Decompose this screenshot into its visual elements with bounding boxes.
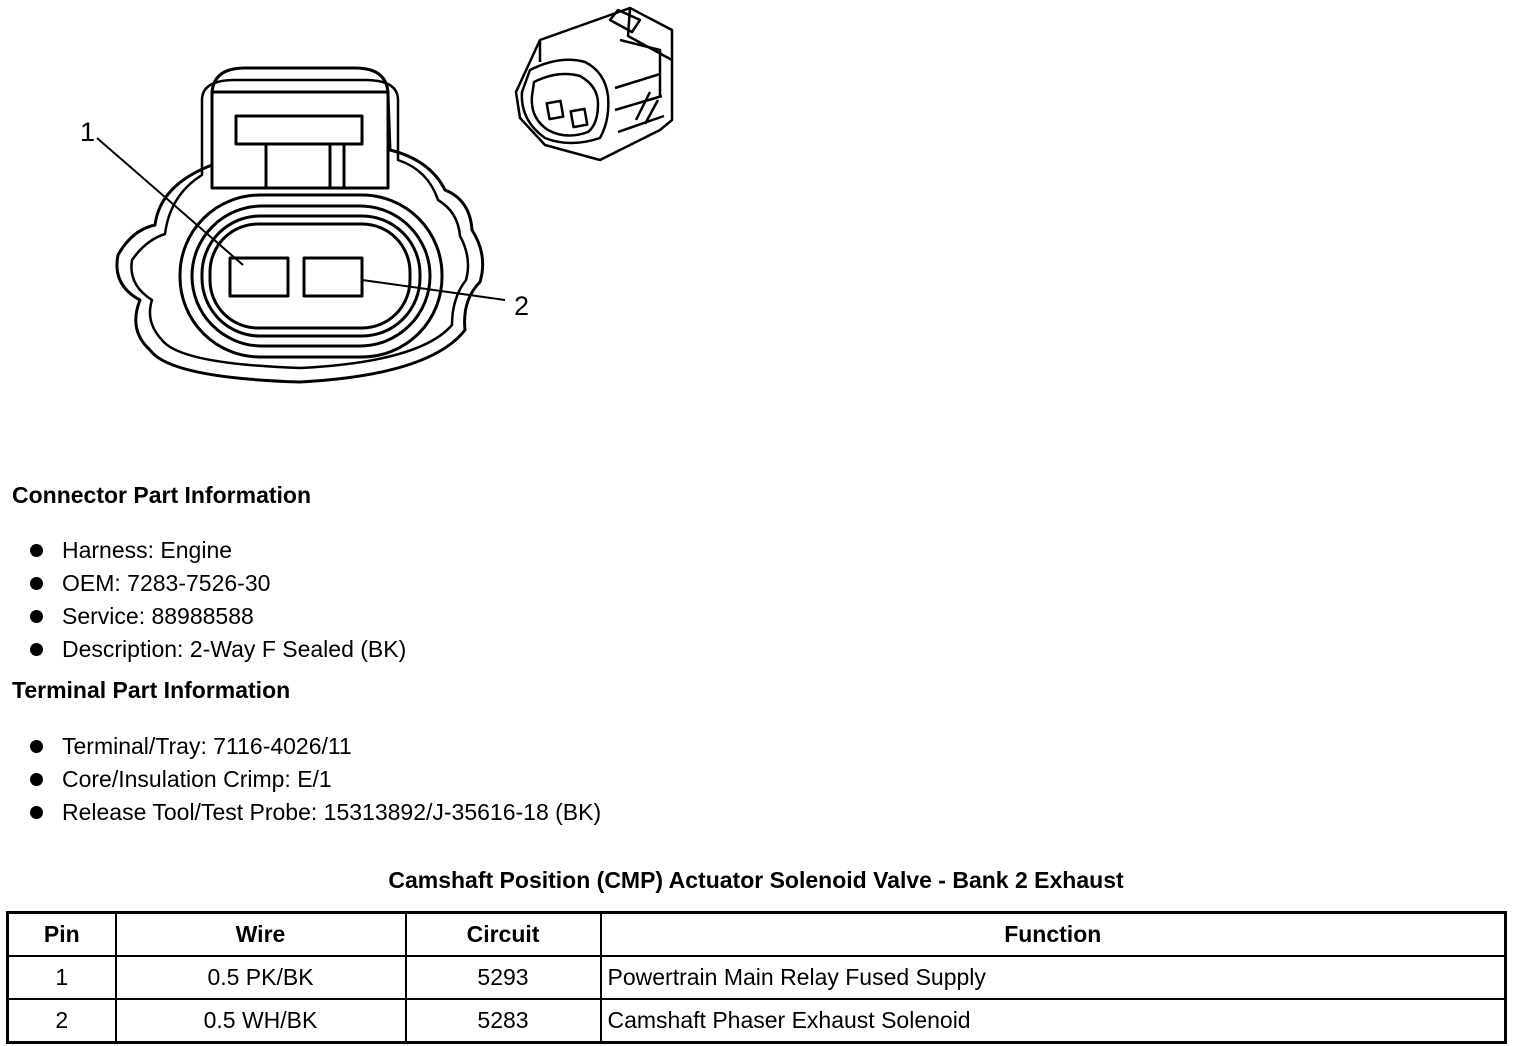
bullet-icon [30,643,43,656]
table-row [8,999,1506,1043]
connector-3d-view [516,8,672,160]
header-pin: Pin [8,913,116,957]
bullet-icon [30,740,43,753]
cell-pin: 2 [8,999,116,1043]
bullet-icon [30,577,43,590]
latch-bar [236,116,362,144]
table-header-row [8,913,1506,957]
list-item: Core/Insulation Crimp: E/1 [28,763,601,796]
cell-function: Camshaft Phaser Exhaust Solenoid [601,999,1506,1043]
bullet-icon [30,544,43,557]
header-function: Function [601,913,1506,957]
connector-info-list [28,534,406,666]
cavity-outline [210,224,410,328]
table-title: Camshaft Position (CMP) Actuator Solenoid Valve - Bank 2 Exhaust [388,867,1124,893]
terminal-info-list [28,730,601,829]
seal-ring-inner [202,216,420,336]
callout-2-label: 2 [514,291,530,321]
header-circuit: Circuit [406,913,601,957]
cell-wire: 0.5 WH/BK [116,999,406,1043]
terminal-1 [230,258,288,296]
cell-pin: 1 [8,956,116,999]
cell-circuit: 5283 [406,999,601,1043]
cell-function: Powertrain Main Relay Fused Supply [601,956,1506,999]
list-item: Service: 88988588 [28,600,406,633]
table-row [8,956,1506,999]
cell-wire: 0.5 PK/BK [116,956,406,999]
callout-2-leader [362,280,505,300]
list-item: Description: 2-Way F Sealed (BK) [28,633,406,666]
list-item: Harness: Engine [28,534,406,567]
bullet-icon [30,610,43,623]
cell-circuit: 5293 [406,956,601,999]
callout-1-leader [97,138,243,265]
callout-1-label: 1 [80,117,96,147]
bullet-icon [30,806,43,819]
connector-diagram [0,0,700,420]
terminal-2 [304,258,362,296]
terminal-info-title: Terminal Part Information [12,677,291,703]
connector-info-title: Connector Part Information [12,482,312,508]
bullet-icon [30,773,43,786]
list-item: OEM: 7283-7526-30 [28,567,406,600]
pinout-table [6,911,1507,1044]
header-wire: Wire [116,913,406,957]
list-item: Release Tool/Test Probe: 15313892/J-35616-18 (BK) [28,796,601,829]
list-item: Terminal/Tray: 7116-4026/11 [28,730,601,763]
